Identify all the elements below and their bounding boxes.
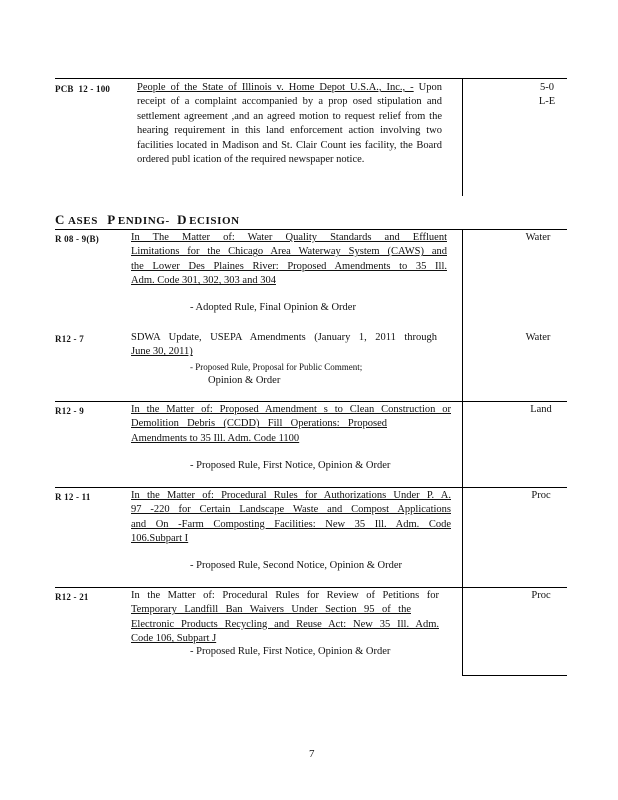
case-category: Proc [531,490,551,501]
table-rule [55,487,567,488]
case-code: R12 - 7 [55,334,84,344]
vote-result [530,81,564,110]
column-divider [462,229,463,676]
case-category: Water [525,232,551,243]
case-description [137,81,442,167]
table-rule [462,675,567,676]
case-code: PCB 12 - 100 [55,84,111,94]
page-number: 7 [309,748,315,760]
board-action: - Proposed Rule, Second Notice, Opinion & Order [190,560,403,571]
case-description: In the Matter of: Procedural Rules for Review of Petitions for Temporary Landfill Ban Waivers Under Section 95 of the Electronic Products Recycling and Reuse Act: New 35 Ill. Adm. Code 106, Subpart J [131,590,439,645]
case-code: R 12 - 11 [55,492,91,502]
board-action: - Proposed Rule, Proposal for Public Comment; [190,362,363,372]
board-action: - Proposed Rule, First Notice, Opinion & Order [190,460,391,471]
table-rule [55,229,567,230]
board-action: - Adopted Rule, Final Opinion & Order [190,302,356,313]
case-summary: Upon receipt of a complaint accompanied by a prop osed stipulation and settlement agreement ,and an agreed motion to request relief from the hearing requirement in this land enforcement action involving two facilities located in Madison and St. Clair Count ies facility, the Board ordered publ ication of the required newspaper notice. [137,82,443,166]
section-heading: C ASES P ENDING- D ECISION [55,212,240,227]
case-category: Proc [531,590,551,601]
vote-count: 5-0 [540,82,554,93]
table-rule [55,401,567,402]
case-category: Land [530,404,552,415]
case-description: In The Matter of: Water Quality Standards and Effluent Limitations for the Chicago Area Waterway System (CAWS) and the Lower Des Plaines River: Proposed Amendments to 35 Ill. Adm. Code 301, 302, 303 and 304 [131,232,447,287]
case-description: In the Matter of: Proposed Amendment s to Clean Construction or Demolition Debris (CCDD) Fill Operations: Proposed Amendments to 35 Ill. Adm. Code 1100 [131,404,451,444]
case-title: People of the State of Illinois v. Home Depot U.S.A., Inc., - [137,82,414,93]
table-rule [55,587,567,588]
vote-type: L-E [538,96,556,108]
case-description: In the Matter of: Procedural Rules for Authorizations Under P. A. 97 -220 for Certain Landscape Waste and Compost Applications and On -Farm Composting Facilities: New 35 Ill. Adm. Code 106.Subpart I [131,490,451,545]
board-action-continued: Opinion & Order [208,375,281,386]
column-divider [462,78,463,196]
case-code: R12 - 9 [55,406,84,416]
case-code: R12 - 21 [55,592,89,602]
table-rule [55,78,567,79]
case-description: SDWA Update, USEPA Amendments (January 1, 2011 through June 30, 2011) [131,332,437,358]
case-category: Water [525,332,551,343]
board-action: - Proposed Rule, First Notice, Opinion & Order [190,646,391,657]
case-code: R 08 - 9(B) [55,234,99,244]
